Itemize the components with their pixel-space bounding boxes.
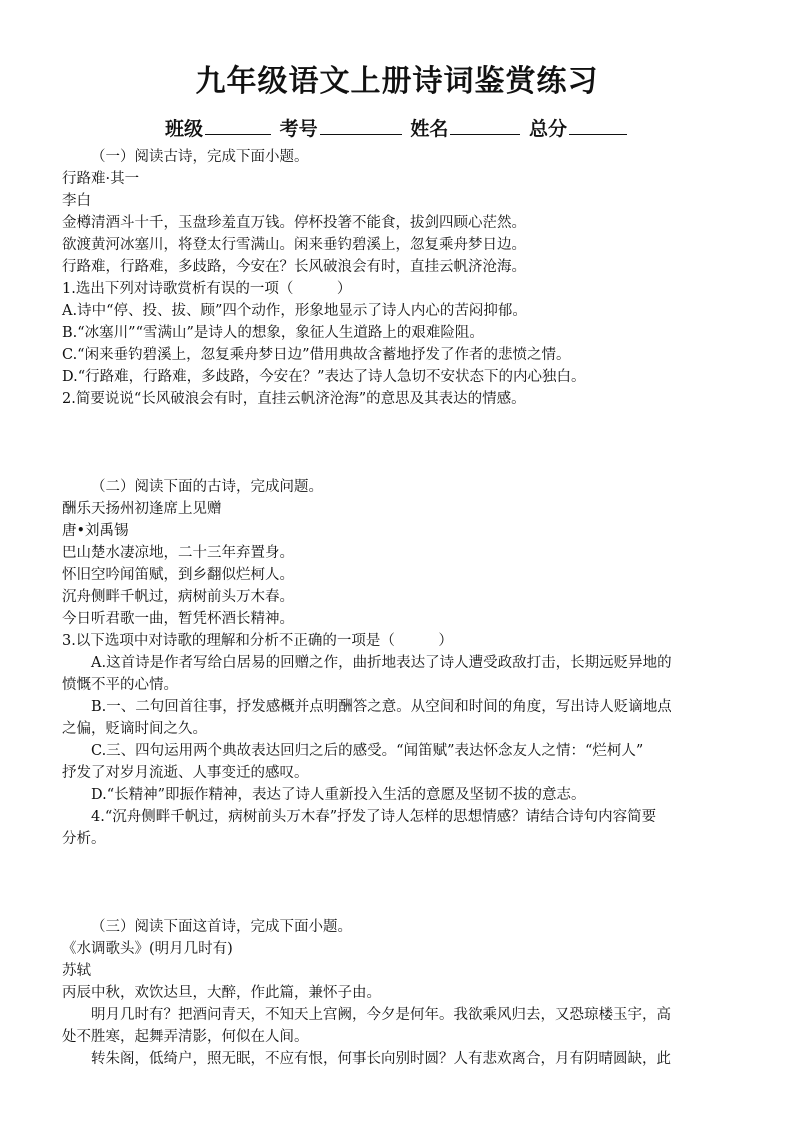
section1-author: 李白 (62, 193, 91, 209)
question-2: 2.简要说说“长风破浪会有时，直挂云帆济沧海”的意思及其表达的情感。 (62, 391, 526, 407)
question-3-option-d: D.“长精神”即振作精神，表达了诗人重新投入生活的意愿及坚韧不拔的意志。 (91, 787, 586, 803)
name-blank[interactable] (450, 116, 520, 135)
question-1-option-d: D.“行路难，行路难，多歧路，今安在？”表达了诗人急切不安状态下的内心独白。 (62, 369, 586, 385)
question-3-option-b: B.一、二句回首往事，抒发感概并点明酬答之意。从空间和时间的角度，写出诗人贬谪地点 (91, 699, 672, 715)
question-4-cont: 分析。 (62, 831, 106, 847)
worksheet-body (62, 146, 737, 1070)
class-label: 班级 (165, 118, 204, 140)
section1-heading: （一）阅读古诗，完成下面小题。 (91, 149, 309, 165)
question-1-option-a: A.诗中“停、投、拔、顾”四个动作，形象地显示了诗人内心的苦闷抑郁。 (62, 303, 527, 319)
class-blank[interactable] (205, 116, 271, 135)
student-info-line (0, 116, 794, 142)
section1-poem-title: 行路难·其一 (62, 171, 140, 187)
section3-heading: （三）阅读下面这首诗，完成下面小题。 (91, 919, 352, 935)
question-3-option-b-cont: 之偏，贬谪时间之久。 (62, 721, 207, 737)
section3-author: 苏轼 (62, 963, 91, 979)
section2-poem-line: 怀旧空吟闻笛赋，到乡翻似烂柯人。 (62, 567, 294, 583)
section2-author: 唐•刘禹锡 (62, 523, 129, 539)
section2-poem-line: 巴山楚水凄凉地，二十三年弃置身。 (62, 545, 294, 561)
section3-paragraph-2: 转朱阁，低绮户，照无眠，不应有恨，何事长向别时圆？人有悲欢离合，月有阴晴圆缺，此 (91, 1051, 671, 1067)
section1-poem-line: 金樽清酒斗十千，玉盘珍羞直万钱。停杯投箸不能食，拔剑四顾心茫然。 (62, 215, 526, 231)
question-3-option-a: A.这首诗是作者写给白居易的回赠之作，曲折地表达了诗人遭受政敌打击，长期远贬异地的 (91, 655, 672, 671)
answer-space-section1[interactable] (62, 410, 737, 476)
question-1-option-b: B.“冰塞川”“雪满山”是诗人的想象，象征人生道路上的艰难险阻。 (62, 325, 484, 341)
exam-no-blank[interactable] (320, 116, 402, 135)
section3-paragraph-1-cont: 处不胜寒，起舞弄清影，何似在人间。 (62, 1029, 309, 1045)
question-1-option-c: C.“闲来垂钓碧溪上，忽复乘舟梦日边”借用典故含蓄地抒发了作者的悲愤之情。 (62, 347, 571, 363)
score-blank[interactable] (569, 116, 627, 135)
question-3: 3.以下选项中对诗歌的理解和分析不正确的一项是（ ） (62, 633, 453, 649)
question-3-option-a-cont: 愤慨不平的心情。 (62, 677, 178, 693)
section2-heading: （二）阅读下面的古诗，完成问题。 (91, 479, 323, 495)
section3-preface: 丙辰中秋，欢饮达旦，大醉，作此篇，兼怀子由。 (62, 985, 381, 1001)
question-4: 4.“沉舟侧畔千帆过，病树前头万木春”抒发了诗人怎样的思想情感？请结合诗句内容简要 (91, 809, 657, 825)
section2-poem-title: 酬乐天扬州初逢席上见赠 (62, 501, 222, 517)
section1-poem-line: 欲渡黄河冰塞川，将登太行雪满山。闲来垂钓碧溪上，忽复乘舟梦日边。 (62, 237, 526, 253)
section2-poem-line: 今日听君歌一曲，暂凭杯酒长精神。 (62, 611, 294, 627)
answer-space-section2[interactable] (62, 850, 737, 916)
section3-poem-title: 《水调歌头》(明月几时有) (62, 941, 233, 957)
section3-paragraph-1: 明月几时有？把酒问青天，不知天上宫阙，今夕是何年。我欲乘风归去，又恐琼楼玉宇，高 (91, 1007, 671, 1023)
name-label: 姓名 (410, 118, 449, 140)
section1-poem-line: 行路难，行路难，多歧路，今安在？长风破浪会有时，直挂云帆济沧海。 (62, 259, 526, 275)
score-label: 总分 (528, 118, 567, 140)
page-title: 九年级语文上册诗词鉴赏练习 (195, 64, 599, 99)
question-3-option-c-cont: 抒发了对岁月流逝、人事变迁的感叹。 (62, 765, 309, 781)
question-3-option-c: C.三、四句运用两个典故表达回归之后的感受。“闻笛赋”表达怀念友人之情：“烂柯人” (91, 743, 644, 759)
exam-no-label: 考号 (279, 118, 318, 140)
question-1: 1.选出下列对诗歌赏析有误的一项（ ） (62, 281, 352, 297)
section2-poem-line: 沉舟侧畔千帆过，病树前头万木春。 (62, 589, 294, 605)
